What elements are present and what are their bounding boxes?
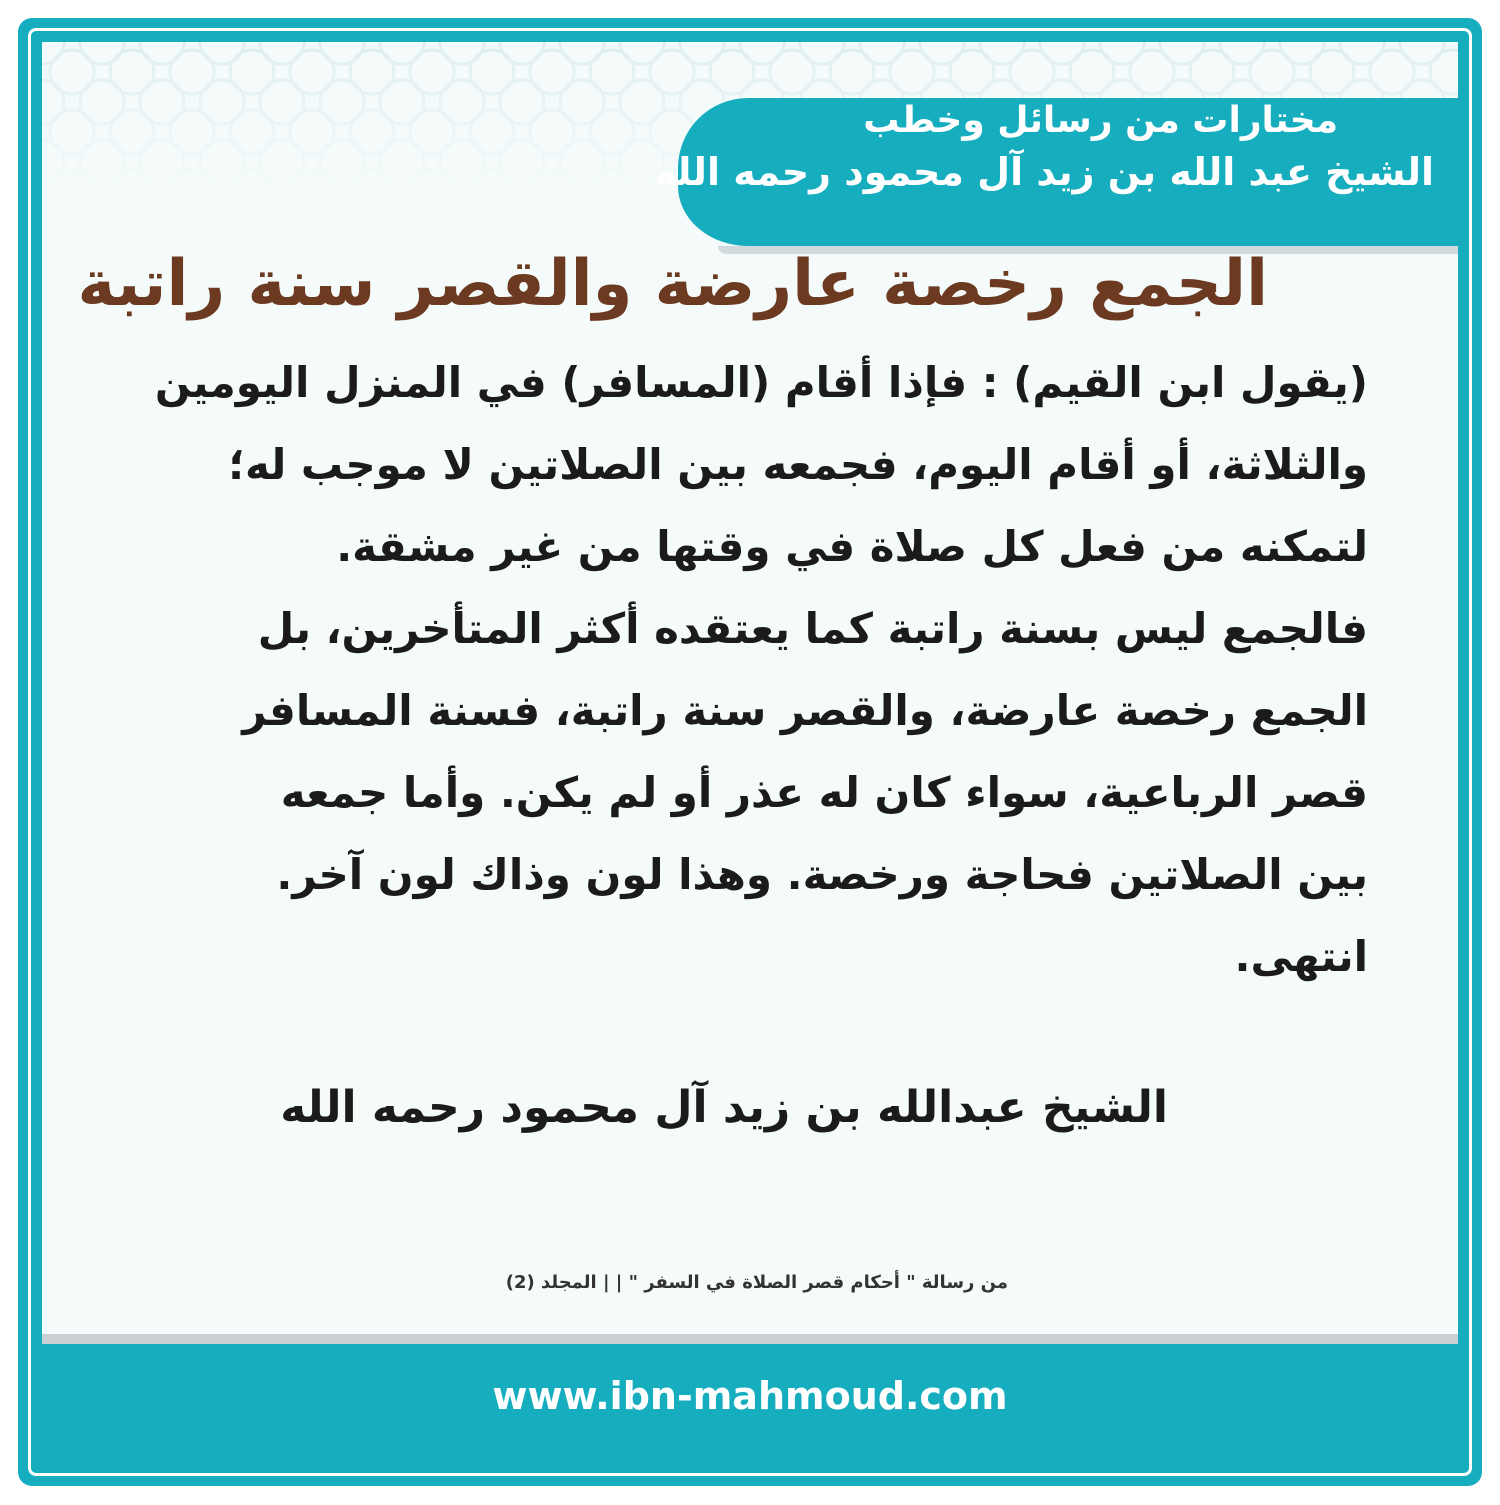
quote-line: الجمع رخصة عارضة، والقصر سنة راتبة، فسنة المسافر — [242, 686, 1368, 735]
quote-line: لتمكنه من فعل كل صلاة في وقتها من غير مشقة. — [336, 522, 1368, 571]
header-series-title: مختارات من رسائل وخطب — [863, 100, 1338, 141]
quote-line: انتهى. — [1234, 932, 1368, 981]
quote-line: فالجمع ليس بسنة راتبة كما يعتقده أكثر المتأخرين، بل — [257, 604, 1368, 653]
quote-body — [78, 342, 1368, 998]
quote-line: قصر الرباعية، سواء كان له عذر أو لم يكن. وأما جمعه — [280, 768, 1368, 817]
page-title: الجمع رخصة عارضة والقصر سنة راتبة — [77, 247, 1268, 321]
footer-band — [42, 1344, 1458, 1462]
quote-line: بين الصلاتين فحاجة ورخصة. وهذا لون وذاك لون آخر. — [276, 850, 1368, 899]
website-url: www.ibn-mahmoud.com — [492, 1374, 1008, 1418]
content-card — [42, 42, 1458, 1334]
header-author: الشيخ عبد الله بن زيد آل محمود رحمه الله — [654, 150, 1434, 194]
author-signature: الشيخ عبدالله بن زيد آل محمود رحمه الله — [280, 1082, 1168, 1133]
quote-line: (يقول ابن القيم) : فإذا أقام (المسافر) في المنزل اليومين — [154, 358, 1368, 407]
card-bottom-shadow — [42, 1334, 1458, 1344]
source-citation: من رسالة " أحكام قصر الصلاة في السفر " | | المجلد (2) — [505, 1272, 1008, 1293]
quote-line: والثلاثة، أو أقام اليوم، فجمعه بين الصلاتين لا موجب له؛ — [228, 440, 1368, 489]
